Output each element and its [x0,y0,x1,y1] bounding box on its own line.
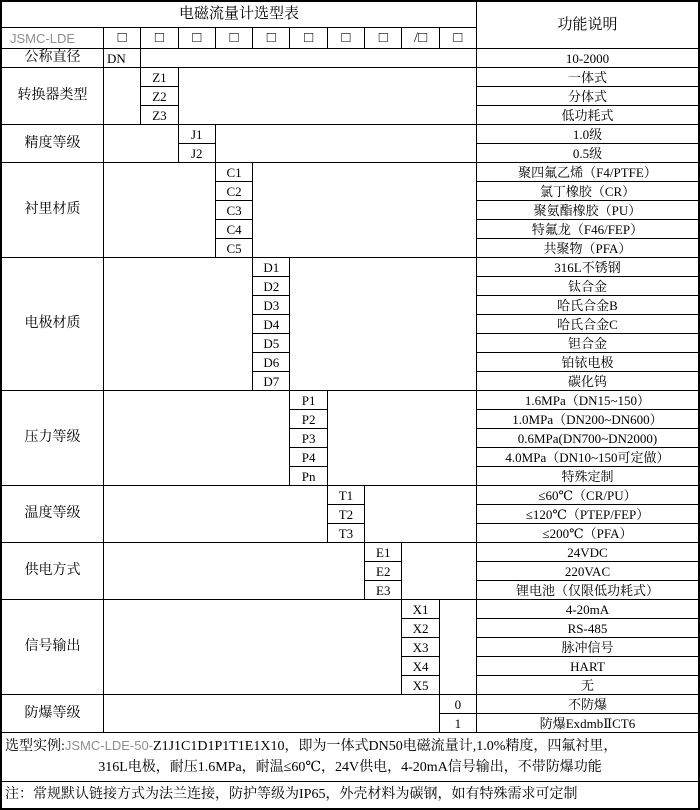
model-checkbox-6[interactable]: □ [290,28,327,49]
model-checkbox-10[interactable]: □ [440,28,477,49]
option-desc-pressure-class-P4: 4.0MPa（DN10~150可定做） [477,448,698,467]
option-code-electrode-material-D5: D5 [253,334,290,353]
model-checkbox-9[interactable]: /□ [402,28,439,49]
example-description: ，即为一体式DN50电磁流量计,1.0%精度，四氟衬里， [284,739,618,755]
option-desc-signal-output-X3: 脉冲信号 [477,638,698,657]
option-desc-pressure-class-P3: 0.6MPa(DN700~DN2000) [477,429,698,448]
option-desc-electrode-material-D3: 哈氏合金B [477,296,698,315]
option-code-accuracy-class-J1: J1 [179,125,216,144]
spacer-left-accuracy-class [104,125,179,163]
model-checkbox-7[interactable]: □ [328,28,365,49]
section-label-signal-output: 信号输出 [2,600,104,695]
option-desc-lining-material-C1: 聚四氟乙烯（F4/PTFE） [477,163,698,182]
section-label-lining-material: 衬里材质 [2,163,104,258]
option-code-signal-output-X4: X4 [402,657,439,676]
spacer-right-electrode-material [290,258,476,391]
spacer-right-pressure-class [328,391,477,486]
model-checkbox-4[interactable]: □ [216,28,253,49]
option-code-converter-type-Z1: Z1 [141,68,178,87]
option-desc-electrode-material-D2: 钛合金 [477,277,698,296]
spacer-right-lining-material [253,163,477,258]
option-code-electrode-material-D6: D6 [253,353,290,372]
option-desc-electrode-material-D1: 316L不锈钢 [477,258,698,277]
option-code-signal-output-X5: X5 [402,676,439,695]
option-desc-temperature-class-T3: ≤200℃（PFA） [477,524,698,543]
option-code-signal-output-X1: X1 [402,600,439,619]
option-code-temperature-class-T1: T1 [328,486,365,505]
spacer-left-lining-material [104,163,216,258]
option-desc-electrode-material-D7: 碳化钨 [477,372,698,391]
selection-table [2,2,698,733]
option-desc-power-supply-E1: 24VDC [477,543,698,562]
option-code-temperature-class-T2: T2 [328,505,365,524]
option-desc-explosion-proof-0: 不防爆 [477,695,698,714]
option-code-electrode-material-D2: D2 [253,277,290,296]
option-desc-pressure-class-P1: 1.6MPa（DN15~150） [477,391,698,410]
example-model-prefix: JSMC-LDE-50- [64,738,154,754]
section-label-nominal-diameter: 公称直径 [2,49,104,68]
option-code-temperature-class-T3: T3 [328,524,365,543]
option-code-pressure-class-Pn: Pn [290,467,327,486]
spacer-left-explosion-proof [104,695,440,733]
section-label-converter-type: 转换器类型 [2,68,104,125]
option-desc-power-supply-E3: 锂电池（仅限低功耗式） [477,581,698,600]
option-desc-lining-material-C2: 氯丁橡胶（CR） [477,182,698,201]
option-desc-electrode-material-D5: 钽合金 [477,334,698,353]
table-title: 电磁流量计选型表 [2,2,477,28]
section-label-pressure-class: 压力等级 [2,391,104,486]
option-desc-temperature-class-T2: ≤120℃（PTEP/FEP） [477,505,698,524]
option-desc-explosion-proof-1: 防爆ExdmbⅡCT6 [477,714,698,733]
option-code-lining-material-C5: C5 [216,239,253,258]
model-checkbox-2[interactable]: □ [141,28,178,49]
example-line-1 [2,739,698,754]
option-desc-lining-material-C5: 共聚物（PFA） [477,239,698,258]
spacer-right-nominal-diameter [141,49,477,68]
section-label-explosion-proof: 防爆等级 [2,695,104,733]
spacer-left-electrode-material [104,258,253,391]
option-code-lining-material-C2: C2 [216,182,253,201]
option-code-converter-type-Z2: Z2 [141,87,178,106]
option-code-lining-material-C1: C1 [216,163,253,182]
option-code-electrode-material-D7: D7 [253,372,290,391]
option-code-power-supply-E3: E3 [365,581,402,600]
option-code-lining-material-C4: C4 [216,220,253,239]
example-model-code: Z1J1C1D1P1T1E1X10 [153,739,285,755]
option-desc-converter-type-Z2: 分体式 [477,87,698,106]
option-code-accuracy-class-J2: J2 [179,144,216,163]
option-code-lining-material-C3: C3 [216,201,253,220]
option-desc-electrode-material-D4: 哈氏合金C [477,315,698,334]
spacer-right-accuracy-class [216,125,477,163]
section-label-temperature-class: 温度等级 [2,486,104,543]
option-code-electrode-material-D4: D4 [253,315,290,334]
spacer-left-signal-output [104,600,402,695]
option-desc-converter-type-Z3: 低功耗式 [477,106,698,125]
option-code-pressure-class-P2: P2 [290,410,327,429]
option-desc-nominal-diameter-DN: 10-2000 [477,49,698,68]
option-code-signal-output-X2: X2 [402,619,439,638]
option-code-power-supply-E1: E1 [365,543,402,562]
option-desc-accuracy-class-J1: 1.0级 [477,125,698,144]
spacer-left-converter-type [104,68,141,125]
option-desc-lining-material-C3: 聚氨酯橡胶（PU） [477,201,698,220]
spacer-left-pressure-class [104,391,290,486]
option-desc-pressure-class-Pn: 特殊定制 [477,467,698,486]
option-desc-signal-output-X1: 4-20mA [477,600,698,619]
option-desc-power-supply-E2: 220VAC [477,562,698,581]
example-label: 选型实例: [5,739,65,755]
spacer-right-temperature-class [365,486,477,543]
option-desc-signal-output-X5: 无 [477,676,698,695]
spacer-left-power-supply [104,543,365,600]
model-checkbox-3[interactable]: □ [179,28,216,49]
footnote: 注：常规默认链接方式为法兰连接，防护等级为IP65，外壳材料为碳钢，如有特殊需求可定制 [2,781,698,808]
option-desc-signal-output-X4: HART [477,657,698,676]
section-label-accuracy-class: 精度等级 [2,125,104,163]
option-desc-accuracy-class-J2: 0.5级 [477,144,698,163]
spacer-right-power-supply [402,543,477,600]
model-prefix: JSMC-LDE [2,28,104,49]
option-code-pressure-class-P4: P4 [290,448,327,467]
option-code-pressure-class-P1: P1 [290,391,327,410]
model-checkbox-8[interactable]: □ [365,28,402,49]
option-desc-temperature-class-T1: ≤60℃（CR/PU） [477,486,698,505]
example-line-2: 316L电极，耐压1.6MPa，耐温≤60℃，24V供电，4-20mA信号输出，不带防爆功能 [98,759,602,775]
option-code-pressure-class-P3: P3 [290,429,327,448]
option-code-nominal-diameter-DN: DN [104,49,141,68]
option-code-converter-type-Z3: Z3 [141,106,178,125]
option-desc-electrode-material-D6: 铂铱电极 [477,353,698,372]
spacer-right-converter-type [179,68,477,125]
model-checkbox-1[interactable]: □ [104,28,141,49]
option-desc-converter-type-Z1: 一体式 [477,68,698,87]
option-code-electrode-material-D1: D1 [253,258,290,277]
option-desc-signal-output-X2: RS-485 [477,619,698,638]
spacer-left-temperature-class [104,486,328,543]
spacer-right-signal-output [440,600,477,695]
option-code-explosion-proof-0: 0 [440,695,477,714]
option-code-electrode-material-D3: D3 [253,296,290,315]
function-column-header: 功能说明 [477,2,698,49]
option-code-signal-output-X3: X3 [402,638,439,657]
section-label-electrode-material: 电极材质 [2,258,104,391]
option-code-power-supply-E2: E2 [365,562,402,581]
section-label-power-supply: 供电方式 [2,543,104,600]
selection-example [2,733,698,781]
option-desc-pressure-class-P2: 1.0MPa（DN200~DN600） [477,410,698,429]
option-desc-lining-material-C4: 特氟龙（F46/FEP） [477,220,698,239]
option-code-explosion-proof-1: 1 [440,714,477,733]
model-checkbox-5[interactable]: □ [253,28,290,49]
